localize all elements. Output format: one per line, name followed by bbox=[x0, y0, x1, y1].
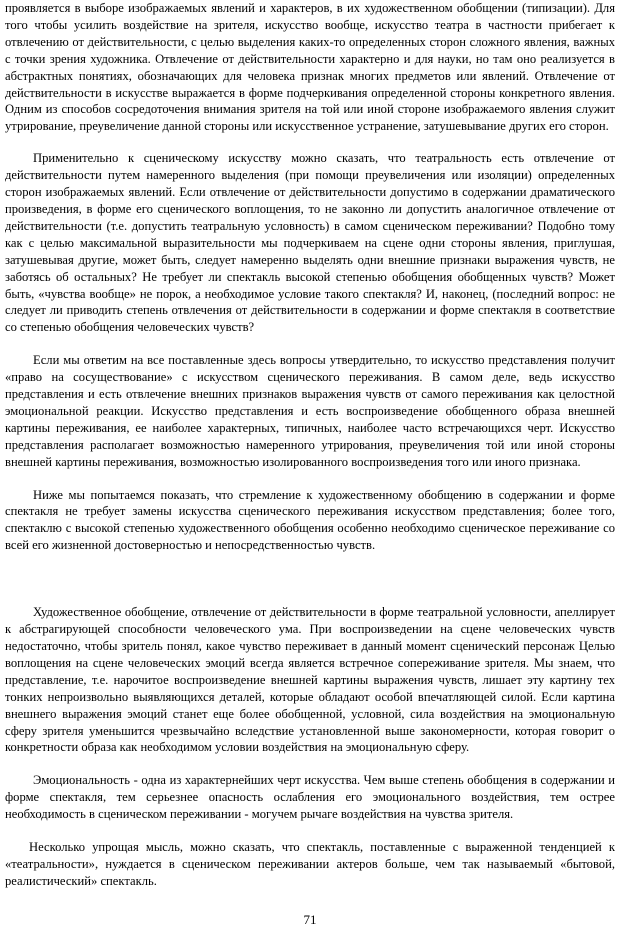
page-number: 71 bbox=[303, 912, 317, 927]
paragraph-1: проявляется в выборе изображаемых явлений и характеров, в их художественном обобщении (типизации). Для того чтобы усилить воздействие на зрителя, искусство вообще, искусство театра в частности прибегает к отвлечению от действительности, с целью выделения каких-то определенных сторон сложного явления, важных с точки зрения художника. Отвлечение от действительности характерно и для науки, но там оно реализуется в абстрактных понятиях, обозначающих для человека признак многих предметов или явлений. Отвлечение от действительности в искусстве выражается в форме подчеркивания определенной стороны конкретного явления. Одним из способов сосредоточения внимания зрителя на той или иной стороне изображаемого явления служит утрирование, преувеличение данной стороны или искусственное устранение, затушевывание других его сторон. bbox=[5, 1, 615, 134]
paragraph-4: Ниже мы попытаемся показать, что стремление к художественному обобщению в содержании и форме спектакля не требует замены искусства сценического переживания искусством представления; более того, спектаклю с высокой степенью художественного обобщения особенно необходимо сценическое переживание со всей его жизненной достоверностью и непосредственностью чувств. bbox=[5, 487, 615, 553]
page-body bbox=[5, 0, 615, 890]
paragraph-2: Применительно к сценическому искусству можно сказать, что театральность есть отвлечение от действительности путем намеренного выделения (при помощи преувеличения или изоляции) определенных сторон изображаемых явлений. Если отвлечение от действительности допустимо в содержании драматического произведения, в форме его сценического воплощения, то не законно ли допустить аналогичное отвлечение от действительности (т.е. допустить театральную условность) в самом сценическом переживании? Подобно тому как с целью максимальной выразительности мы подчеркиваем на сцене одни стороны явления, приглушая, затушевывая другие, может быть, следует намеренно выделять одни внешние признаки выражения чувств, не заботясь об остальных? Не требует ли спектакль высокой степенью обобщения обобщенных чувств? Может быть, «чувства вообще» не порок, а необходимое условие такого спектакля? И, наконец, (последний вопрос: не следует ли приводить степень отвлечения от действительности в содержании и форме спектакля в соответствие со степенью обобщения человеческих чувств? bbox=[5, 151, 615, 335]
paragraph-3: Если мы ответим на все поставленные здесь вопросы утвердительно, то искусство представления получит «право на сосуществование» с искусством сценического переживания. В самом деле, ведь искусство представления и есть отвлечение внешних признаков выражения чувств от самого переживания как целостной эмоциональной реакции. Искусство представления и есть воспроизведение обобщенного образа внешней картины переживания, ее наиболее характерных, типичных, наиболее часто встречающихся черт. Искусство представления располагает возможностью намеренного утрирования, преувеличения той или иной стороны внешней картины переживания, возможностью изолированного воспроизведения того или иного признака. bbox=[5, 353, 615, 469]
paragraph-5: Художественное обобщение, отвлечение от действительности в форме театральной условности, апеллирует к абстрагирующей способности человеческого ума. При воспроизведении на сцене человеческих чувств недостаточно, чтобы зритель понял, какое чувство переживает в данный момент сценический персонаж Целью воплощения на сцене человеческих эмоций всегда является встречное сопереживание зрителя. Мы знаем, что представление, т.е. нарочитое воспроизведение внешней картины выражения чувств, лишает эту картину тех тонких непроизвольно выявляющихся деталей, которые обладают особой впечатляющей силой. Если картина внешнего выражения эмоций станет еще более обобщенной, условной, сила воздействия на эмоциональную сферу зрителя уменьшится чрезвычайно вследствие установленной выше закономерности, которая говорит о конкретности образа как необходимом условии воздействия на эмоциональную сферу. bbox=[5, 605, 615, 755]
paragraph-7: Несколько упрощая мысль, можно сказать, что спектакль, поставленные с выраженной тенденцией к «театральности», нуждается в сценическом переживании актеров больше, чем так называемый «бытовой, реалистический» спектакль. bbox=[5, 840, 615, 888]
paragraph-6: Эмоциональность - одна из характернейших черт искусства. Чем выше степень обобщения в содержании и форме спектакля, тем серьезнее опасность ослабления его эмоционального воздействия, тем острее необходимость в сценическом переживании - могучем рычаге воздействия на чувства зрителя. bbox=[5, 773, 615, 822]
